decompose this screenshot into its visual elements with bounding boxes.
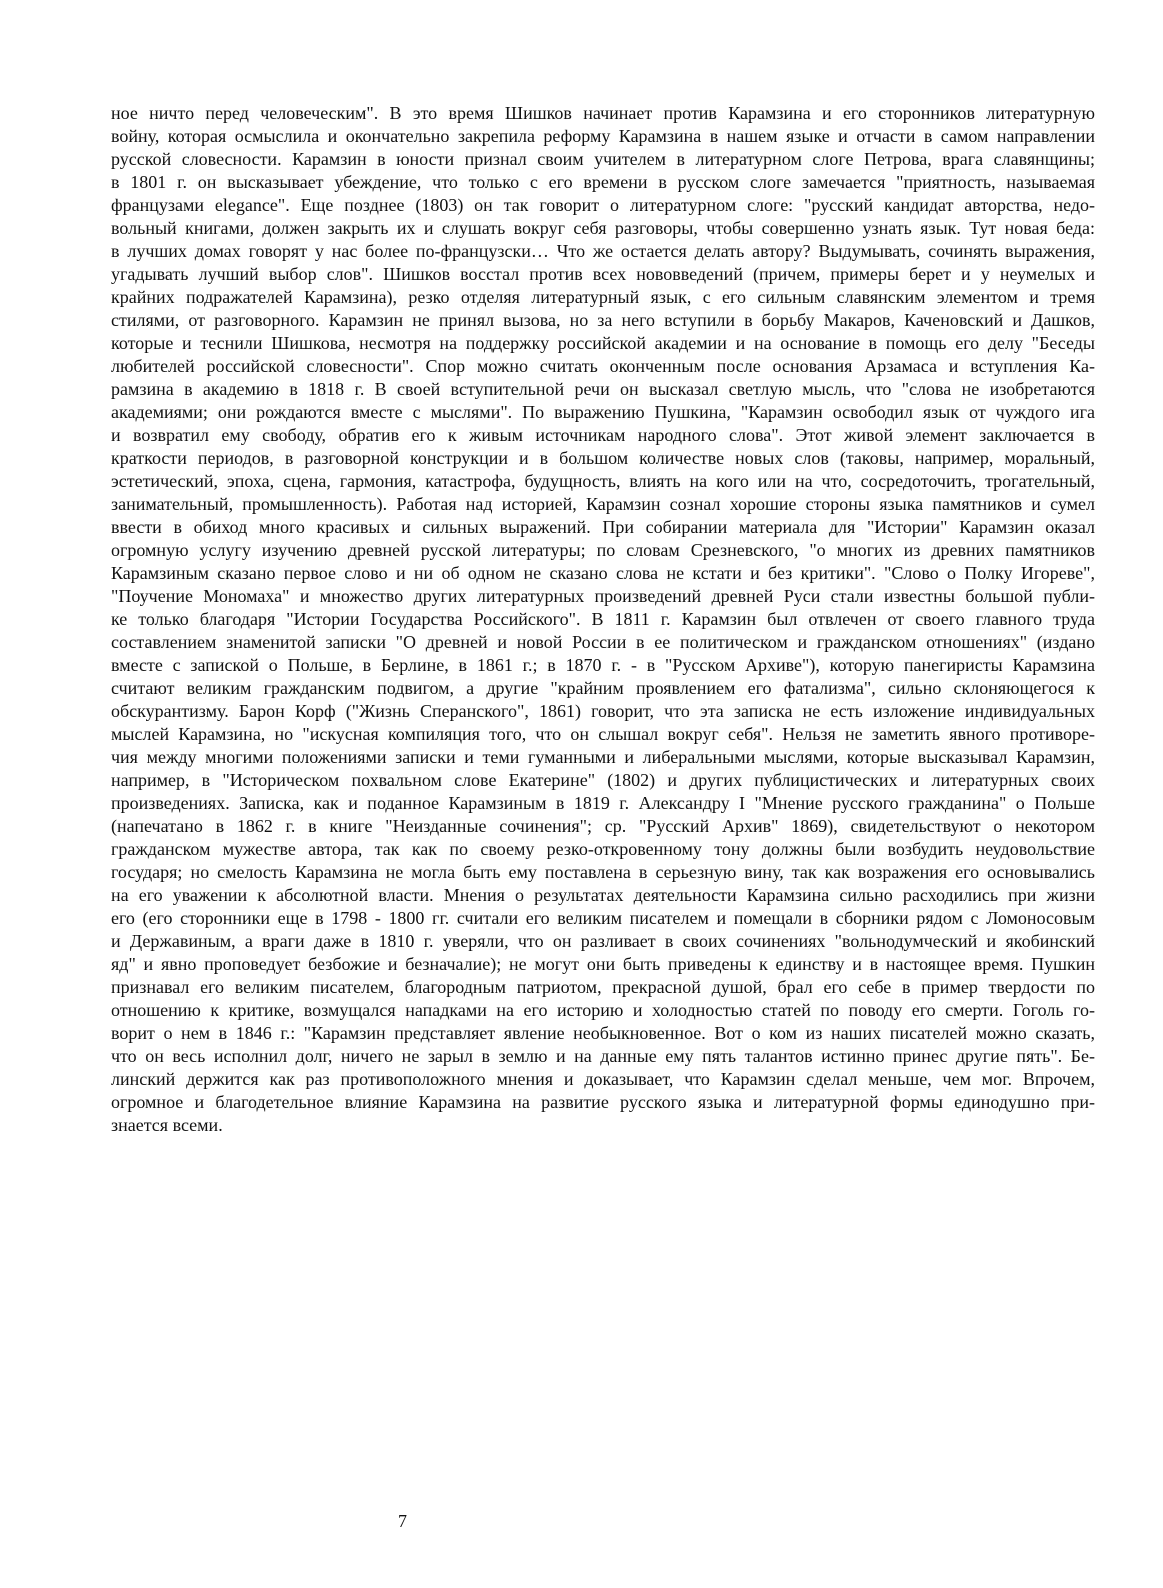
text-line: его (его сторонники еще в 1798 - 1800 гг. считали его великим писателем и помещали в сборники рядом с Ломоносовым: [111, 908, 1095, 928]
text-line: яд" и явно проповедует безбожие и безначалие); не могут они быть приведены к единству и в настоящее время. Пушкин: [111, 954, 1095, 974]
text-line: и возвратил ему свободу, обратив его к живым источникам народного слова". Этот живой элемент заключается в: [111, 425, 1095, 445]
text-line: "Поучение Мономаха" и множество других литературных произведений древней Руси стали известны большой публи-: [111, 586, 1095, 606]
text-line: огромное и благодетельное влияние Карамзина на развитие русского языка и литературной формы единодушно при-: [111, 1092, 1095, 1112]
text-line: ное ничто перед человеческим". В это время Шишков начинает против Карамзина и его сторонников литературную: [111, 103, 1095, 123]
text-line: чия между многими положениями записки и теми гуманными и либеральными мыслями, которые высказывал Карамзин,: [111, 747, 1095, 767]
text-line: составлением знаменитой записки "О древней и новой России в ее политическом и гражданском отношениях" (издано: [111, 632, 1095, 652]
text-line: гражданском мужестве автора, так как по своему резко-откровенному тону должны были возбудить неудовольствие: [111, 839, 1095, 859]
text-line: (напечатано в 1862 г. в книге "Неизданные сочинения"; ср. "Русский Архив" 1869), свидетельствуют о некотором: [111, 816, 1095, 836]
text-line: вместе с запиской о Польше, в Берлине, в 1861 г.; в 1870 г. - в "Русском Архиве"), которую панегиристы Карамзина: [111, 655, 1095, 675]
text-line: признавал его великим писателем, благородным патриотом, прекрасной душой, брал его себе в пример твердости по: [111, 977, 1095, 997]
text-line: на его уважении к абсолютной власти. Мнения о результатах деятельности Карамзина сильно расходились при жизни: [111, 885, 1095, 905]
text-line: ке только благодаря "Истории Государства Российского". В 1811 г. Карамзин был отвлечен от своего главного труда: [111, 609, 1095, 629]
text-line: обскурантизму. Барон Корф ("Жизнь Сперанского", 1861) говорит, что эта записка не есть изложение индивидуальных: [111, 701, 1095, 721]
text-line: академиями; они рождаются вместе с мыслями". По выражению Пушкина, "Карамзин освободил язык от чуждого ига: [111, 402, 1095, 422]
text-line: что он весь исполнил долг, ничего не зарыл в землю и на данные ему пять талантов истинно принес другие пять". Бе-: [111, 1046, 1095, 1066]
text-line: занимательный, промышленность). Работая над историей, Карамзин сознал хорошие стороны языка памятников и сумел: [111, 494, 1095, 514]
text-line: французами elegance". Еще позднее (1803) он так говорит о литературном слоге: "русский кандидат авторства, недо-: [111, 195, 1095, 215]
text-line: войну, которая осмыслила и окончательно закрепила реформу Карамзина в нашем языке и отчасти в самом направлении: [111, 126, 1095, 146]
text-line: краткости периодов, в разговорной конструкции и в большом количестве новых слов (таковы, например, моральный,: [111, 448, 1095, 468]
text-line: угадывать лучший выбор слов". Шишков восстал против всех нововведений (причем, примеры берет и у неумелых и: [111, 264, 1095, 284]
text-line: считают великим гражданским подвигом, а другие "крайним проявлением его фатализма", сильно склоняющегося к: [111, 678, 1095, 698]
text-line: рамзина в академию в 1818 г. В своей вступительной речи он высказал светлую мысль, что "слова не изобретаются: [111, 379, 1095, 399]
text-line: эстетический, эпоха, сцена, гармония, катастрофа, будущность, влиять на кого или на что, сосредоточить, трогательный,: [111, 471, 1095, 491]
text-line: произведениях. Записка, как и поданное Карамзиным в 1819 г. Александру I "Мнение русского гражданина" о Польше: [111, 793, 1095, 813]
text-line: стилями, от разговорного. Карамзин не принял вызова, но за него вступили в борьбу Макаров, Каченовский и Дашков,: [111, 310, 1095, 330]
text-line: огромную услугу изучению древней русской литературы; по словам Срезневского, "о многих из древних памятников: [111, 540, 1095, 560]
text-line: любителей российской словесности". Спор можно считать оконченным после основания Арзамаса и вступления Ка-: [111, 356, 1095, 376]
text-line: ворит о нем в 1846 г.: "Карамзин представляет явление необыкновенное. Вот о ком из наших писателей можно сказать,: [111, 1023, 1095, 1043]
text-line: ввести в обиход много красивых и сильных выражений. При собирании материала для "Истории" Карамзин оказал: [111, 517, 1095, 537]
text-line: в 1801 г. он высказывает убеждение, что только с его времени в русском слоге замечается "приятность, называемая: [111, 172, 1095, 192]
page-number: 7: [398, 1511, 407, 1531]
text-line: вольный книгами, должен закрыть их и слушать вокруг себя разговоры, чтобы совершенно узнать язык. Тут новая беда:: [111, 218, 1095, 238]
text-line: которые и теснили Шишкова, несмотря на поддержку российской академии и на основание в помощь его делу "Беседы: [111, 333, 1095, 353]
text-line: линский держится как раз противоположного мнения и доказывает, что Карамзин сделал меньше, чем мог. Впрочем,: [111, 1069, 1095, 1089]
text-line: в лучших домах говорят у нас более по-французски… Что же остается делать автору? Выдумывать, сочинять выражения,: [111, 241, 1095, 261]
text-line: знается всеми.: [111, 1115, 223, 1135]
text-line: мыслей Карамзина, но "искусная компиляция того, что он слышал вокруг себя". Нельзя не заметить явного противоре-: [111, 724, 1095, 744]
text-line: Карамзиным сказано первое слово и ни об одном не сказано слова не кстати и без критики". "Слово о Полку Игореве",: [111, 563, 1095, 583]
text-line: государя; но смелость Карамзина не могла быть ему поставлена в серьезную вину, так как возражения его основывались: [111, 862, 1095, 882]
text-line: крайних подражателей Карамзина), резко отделяя литературный язык, с его сильным славянским элементом и тремя: [111, 287, 1095, 307]
text-line: например, в "Историческом похвальном слове Екатерине" (1802) и других публицистических и литературных своих: [111, 770, 1095, 790]
body-paragraph: [111, 102, 1095, 1137]
text-line: русской словесности. Карамзин в юности признал своим учителем в литературном слоге Петрова, врага славянщины;: [111, 149, 1095, 169]
text-line: отношению к критике, возмущался нападками на его историю и холодностью статей по поводу его смерти. Гоголь го-: [111, 1000, 1095, 1020]
text-line: и Державиным, а враги даже в 1810 г. уверяли, что он разливает в своих сочинениях "вольнодумческий и якобинский: [111, 931, 1095, 951]
